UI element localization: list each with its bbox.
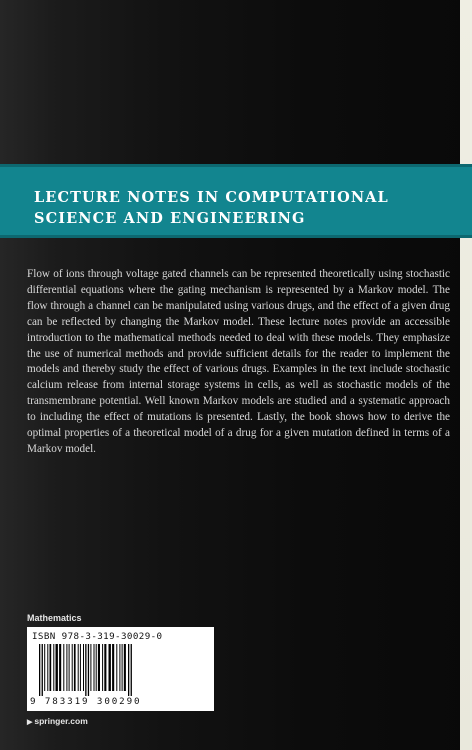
isbn-label: ISBN 978-3-319-30029-0: [32, 631, 163, 642]
publisher-url: springer.com: [34, 716, 88, 726]
series-title-line-2: SCIENCE AND ENGINEERING: [34, 210, 306, 227]
publisher-website: [27, 716, 88, 726]
spine-edge: [460, 0, 472, 750]
series-band: [0, 164, 472, 238]
barcode-icon: [39, 644, 202, 696]
barcode-digits: 9 783319 300290: [30, 696, 142, 707]
book-description: Flow of ions through voltage gated channels can be represented theoretically using stochastic differential equations where the gating mechanism is represented by a Markov model. The flow through a channel can be manipulated using various drugs, and the effect of a given drug can be reflected by changing the Markov model. These lecture notes provide an accessible introduction to the mathematical methods needed to deal with these models. They emphasize the use of numerical methods and provide sufficient details for the reader to implement the models and thereby study the effect of various drugs. Examples in the text include stochastic calcium release from internal storage systems in cells, as well as stochastic models of the transmembrane potential. Well known Markov models are studied and a systematic approach to including the effect of mutations is presented. Lastly, the book shows how to derive the optimal properties of a theoretical model of a drug for a given mutation defined in terms of a Markov model.: [27, 268, 450, 455]
series-title: [34, 187, 454, 229]
series-title-line-1: LECTURE NOTES IN COMPUTATIONAL: [34, 189, 389, 206]
isbn-barcode-box: [27, 627, 214, 711]
subject-category: Mathematics: [27, 613, 82, 623]
triangle-right-icon: ▶: [27, 719, 33, 726]
